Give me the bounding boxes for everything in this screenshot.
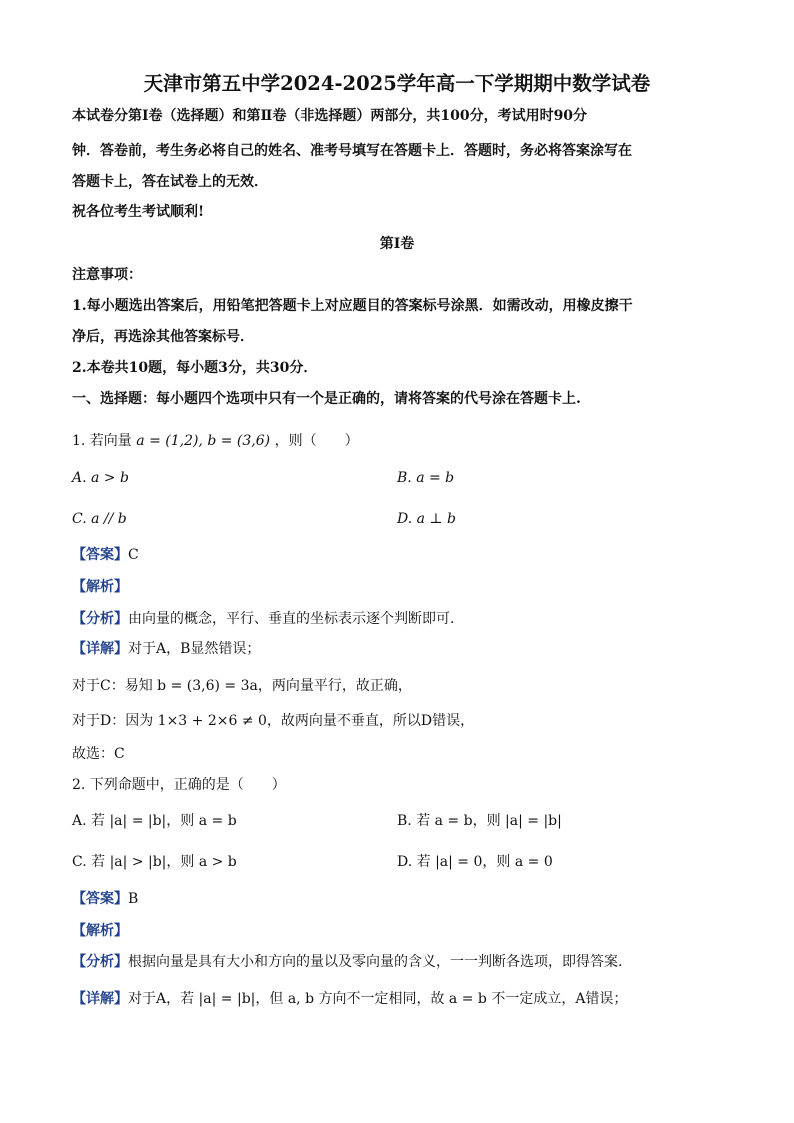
q1-option-d: D. a ⊥ b <box>397 511 457 527</box>
section-instruction: 一、选择题：每小题四个选项中只有一个是正确的，请将答案的代号涂在答题卡上. <box>72 391 581 407</box>
intro-line-1: 本试卷分第Ⅰ卷（选择题）和第Ⅱ卷（非选择题）两部分，共100分，考试用时90分 <box>72 108 588 124</box>
notes-line-2: 净后，再选涂其他答案标号． <box>72 329 254 345</box>
q2-detail-text: 对于A，若 |a| = |b|，但 a, b 方向不一定相同，故 a = b 不一定成立，A错误； <box>128 991 628 1007</box>
q2-answer-value: B <box>128 891 139 907</box>
q1-detail-tag: 【详解】 <box>72 641 128 657</box>
q1-fenxi <box>72 610 454 628</box>
q2-option-b: B. 若 a = b，则 |a| = |b| <box>397 813 562 829</box>
q2-fenxi <box>72 953 622 971</box>
q2-answer <box>72 890 138 908</box>
notes-heading: 注意事项： <box>72 267 142 283</box>
q1-option-a: A. a > b <box>72 470 129 486</box>
q1-option-c: C. a // b <box>72 511 127 527</box>
page-title: 天津市第五中学2024-2025学年高一下学期期中数学试卷 <box>143 72 651 95</box>
q2-answer-tag: 【答案】 <box>72 891 128 907</box>
q1-answer <box>72 546 139 564</box>
q2-stem: 2. 下列命题中，正确的是（ ） <box>72 777 286 793</box>
q1-vectors: a = (1,2), b = (3,6) <box>136 433 271 449</box>
q2-detail-tag: 【详解】 <box>72 991 128 1007</box>
q1-detail-line-3: 对于D：因为 1×3 + 2×6 ≠ 0，故两向量不垂直，所以D错误， <box>72 713 475 729</box>
intro-line-2: 钟．答卷前，考生务必将自己的姓名、准考号填写在答题卡上．答题时，务必将答案涂写在 <box>72 143 632 159</box>
q2-fenxi-tag: 【分析】 <box>72 954 128 970</box>
q1-stem <box>72 432 359 450</box>
q2-fenxi-text: 根据向量是具有大小和方向的量以及零向量的含义，一一判断各选项，即得答案. <box>128 954 623 970</box>
intro-line-3: 答题卡上，答在试卷上的无效． <box>72 174 268 190</box>
q1-analysis-tag: 【解析】 <box>72 579 128 595</box>
q2-option-c: C. 若 |a| > |b|，则 a > b <box>72 854 237 870</box>
q1-answer-tag: 【答案】 <box>72 547 128 563</box>
q1-answer-value: C <box>128 547 139 563</box>
intro-line-4: 祝各位考生考试顺利! <box>72 204 205 220</box>
q2-option-d: D. 若 |a| = 0，则 a = 0 <box>397 854 553 870</box>
q2-option-a: A. 若 |a| = |b|，则 a = b <box>72 813 237 829</box>
q2-analysis-tag: 【解析】 <box>72 923 128 939</box>
q1-fenxi-text: 由向量的概念，平行、垂直的坐标表示逐个判断即可. <box>128 611 455 627</box>
q1-option-b: B. a = b <box>397 470 455 486</box>
q1-fenxi-tag: 【分析】 <box>72 611 128 627</box>
notes-line-3: 2.本卷共10题，每小题3分，共30分． <box>72 360 318 376</box>
q1-detail-line-2: 对于C：易知 b = (3,6) = 3a，两向量平行，故正确， <box>72 678 412 694</box>
section-title: 第Ⅰ卷 <box>379 236 415 252</box>
q1-stem-text: 1. 若向量 <box>72 433 132 449</box>
q1-stem-tail: ，则（ ） <box>274 433 359 449</box>
q1-detail-text-1: 对于A，B显然错误； <box>128 641 261 657</box>
q1-detail-line-4: 故选：C <box>72 746 125 762</box>
q2-detail-line-1 <box>72 990 627 1008</box>
notes-line-1: 1.每小题选出答案后，用铅笔把答题卡上对应题目的答案标号涂黑．如需改动，用橡皮擦干 <box>72 298 633 314</box>
q1-detail-line-1 <box>72 640 260 658</box>
